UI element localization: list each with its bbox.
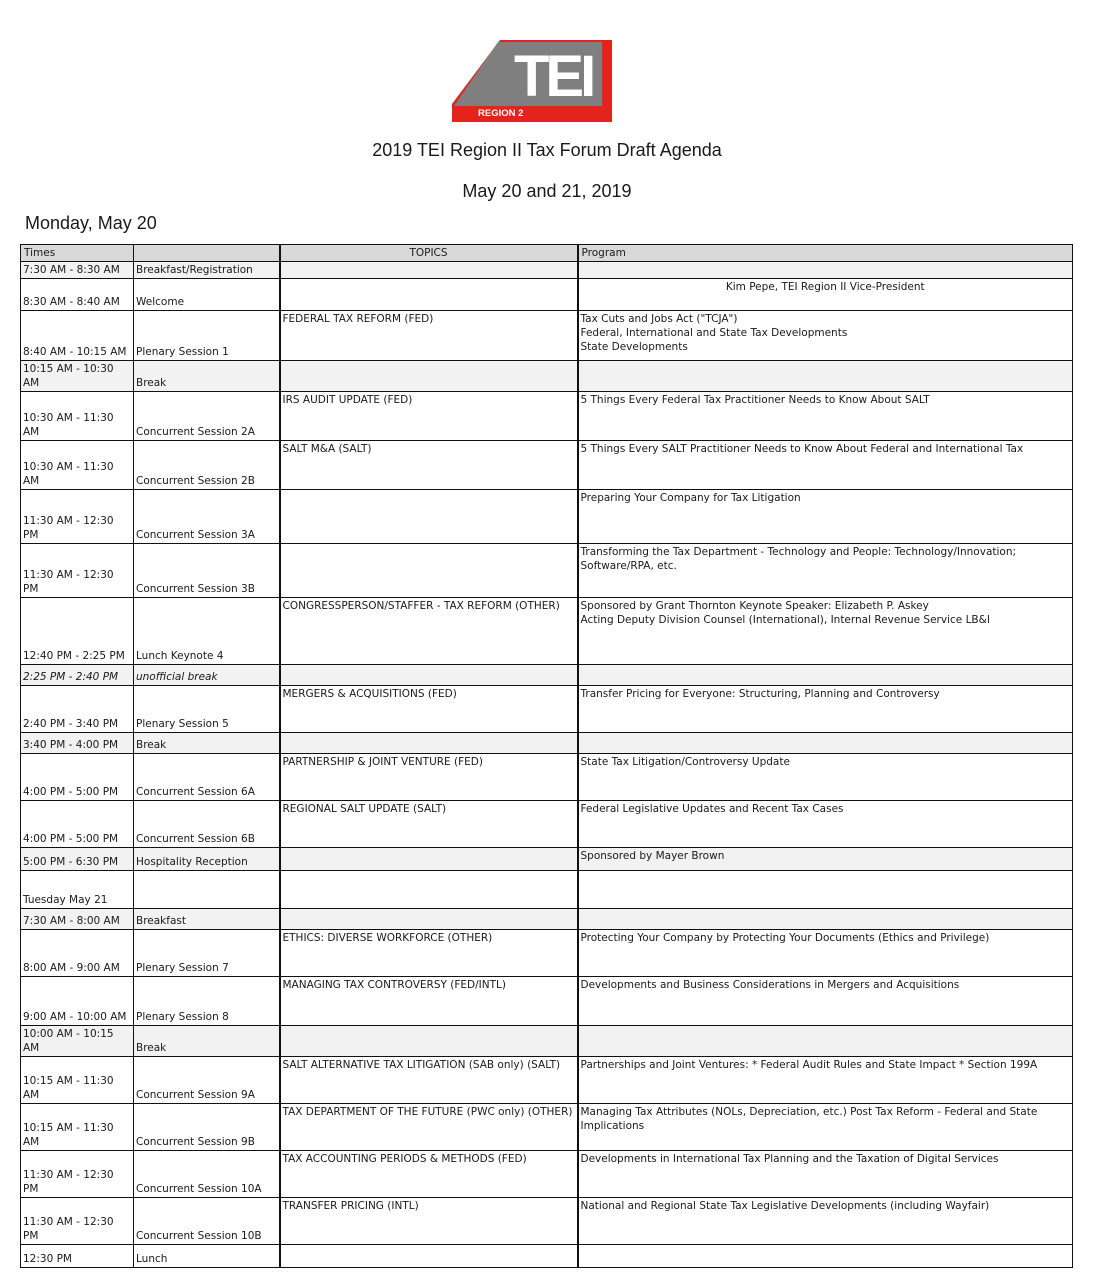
table-row	[21, 1026, 1073, 1057]
table-row	[21, 441, 1073, 490]
page-title: 2019 TEI Region II Tax Forum Draft Agenda	[372, 140, 722, 160]
program-line: Protecting Your Company by Protecting Your Documents (Ethics and Privilege)	[580, 932, 990, 944]
agenda-table	[20, 244, 1073, 1268]
program-cell	[578, 1198, 1073, 1245]
tei-region-2-logo	[452, 40, 612, 122]
program-line: 5 Things Every SALT Practitioner Needs to Know About Federal and International Tax	[580, 443, 1024, 455]
session-cell: Break	[134, 1026, 280, 1057]
topic-cell: MERGERS & ACQUISITIONS (FED)	[280, 686, 578, 733]
table-row	[21, 361, 1073, 392]
session-cell: Welcome	[134, 279, 280, 311]
time-cell: 10:15 AM - 10:30 AM	[21, 361, 134, 392]
table-row	[21, 733, 1073, 754]
program-cell	[578, 361, 1073, 392]
program-line: State Tax Litigation/Controversy Update	[580, 756, 790, 768]
time-cell: 10:30 AM - 11:30 AM	[21, 392, 134, 441]
time-cell: 8:30 AM - 8:40 AM	[21, 279, 134, 311]
program-line: Tax Cuts and Jobs Act ("TCJA")	[580, 313, 738, 325]
topic-cell: TAX DEPARTMENT OF THE FUTURE (PWC only) (OTHER)	[280, 1104, 578, 1151]
table-row	[21, 1151, 1073, 1198]
session-cell: Concurrent Session 3B	[134, 544, 280, 598]
program-cell	[578, 871, 1073, 909]
time-cell: 5:00 PM - 6:30 PM	[21, 848, 134, 871]
topic-cell	[280, 279, 578, 311]
program-cell	[578, 490, 1073, 544]
session-cell: Plenary Session 1	[134, 311, 280, 361]
program-cell	[578, 598, 1073, 665]
program-cell	[578, 1026, 1073, 1057]
time-cell: 9:00 AM - 10:00 AM	[21, 977, 134, 1026]
time-cell: 10:15 AM - 11:30 AM	[21, 1104, 134, 1151]
table-row	[21, 686, 1073, 733]
program-line: National and Regional State Tax Legislative Developments (including Wayfair)	[580, 1200, 990, 1212]
time-cell: 10:30 AM - 11:30 AM	[21, 441, 134, 490]
topic-cell: PARTNERSHIP & JOINT VENTURE (FED)	[280, 754, 578, 801]
table-row	[21, 848, 1073, 871]
program-cell	[578, 977, 1073, 1026]
session-cell: Breakfast/Registration	[134, 262, 280, 279]
table-row	[21, 930, 1073, 977]
session-cell: Concurrent Session 10B	[134, 1198, 280, 1245]
table-row	[21, 909, 1073, 930]
time-cell: 7:30 AM - 8:00 AM	[21, 909, 134, 930]
program-line: Acting Deputy Division Counsel (International), Internal Revenue Service LB&I	[580, 614, 990, 626]
topic-cell: MANAGING TAX CONTROVERSY (FED/INTL)	[280, 977, 578, 1026]
time-cell: 3:40 PM - 4:00 PM	[21, 733, 134, 754]
session-cell: Concurrent Session 3A	[134, 490, 280, 544]
program-line: Federal, International and State Tax Developments	[580, 327, 848, 339]
program-line: Transfer Pricing for Everyone: Structuring, Planning and Controversy	[580, 688, 940, 700]
program-line: Kim Pepe, TEI Region II Vice-President	[725, 281, 925, 293]
session-cell: Break	[134, 361, 280, 392]
column-header-program: Program	[578, 245, 1073, 262]
table-row	[21, 977, 1073, 1026]
svg-text:REGION 2: REGION 2	[478, 108, 524, 119]
program-cell	[578, 441, 1073, 490]
table-row	[21, 871, 1073, 909]
program-cell	[578, 1057, 1073, 1104]
time-cell: 4:00 PM - 5:00 PM	[21, 801, 134, 848]
topic-cell: SALT M&A (SALT)	[280, 441, 578, 490]
event-dates: May 20 and 21, 2019	[462, 181, 632, 201]
program-line: Preparing Your Company for Tax Litigation	[580, 492, 801, 504]
program-line: Federal Legislative Updates and Recent Tax Cases	[580, 803, 844, 815]
program-cell	[578, 1104, 1073, 1151]
program-cell	[578, 930, 1073, 977]
table-row	[21, 598, 1073, 665]
table-row	[21, 1245, 1073, 1268]
session-cell: Breakfast	[134, 909, 280, 930]
topic-cell	[280, 1026, 578, 1057]
session-cell: Plenary Session 5	[134, 686, 280, 733]
session-cell: Concurrent Session 6A	[134, 754, 280, 801]
topic-cell	[280, 665, 578, 686]
time-cell: 11:30 AM - 12:30 PM	[21, 490, 134, 544]
topic-cell: REGIONAL SALT UPDATE (SALT)	[280, 801, 578, 848]
program-cell	[578, 392, 1073, 441]
topic-cell: IRS AUDIT UPDATE (FED)	[280, 392, 578, 441]
program-cell	[578, 665, 1073, 686]
table-row	[21, 665, 1073, 686]
topic-cell	[280, 1245, 578, 1268]
topic-cell	[280, 490, 578, 544]
table-row	[21, 1057, 1073, 1104]
time-cell: 8:00 AM - 9:00 AM	[21, 930, 134, 977]
session-cell: Concurrent Session 9A	[134, 1057, 280, 1104]
column-header-session	[134, 245, 280, 262]
time-cell: 10:15 AM - 11:30 AM	[21, 1057, 134, 1104]
table-row	[21, 311, 1073, 361]
time-cell: 8:40 AM - 10:15 AM	[21, 311, 134, 361]
topic-cell: FEDERAL TAX REFORM (FED)	[280, 311, 578, 361]
program-line: Developments in International Tax Planning and the Taxation of Digital Services	[580, 1153, 999, 1165]
time-cell: Tuesday May 21	[21, 871, 134, 909]
program-line: Managing Tax Attributes (NOLs, Depreciation, etc.) Post Tax Reform - Federal and State Implications	[580, 1106, 1038, 1132]
table-header-row	[21, 245, 1073, 262]
program-cell	[578, 754, 1073, 801]
table-row	[21, 1104, 1073, 1151]
session-cell: unofficial break	[134, 665, 280, 686]
topic-cell: CONGRESSPERSON/STAFFER - TAX REFORM (OTHER)	[280, 598, 578, 665]
program-cell	[578, 686, 1073, 733]
table-row	[21, 801, 1073, 848]
table-row	[21, 544, 1073, 598]
session-cell: Concurrent Session 2A	[134, 392, 280, 441]
topic-cell	[280, 544, 578, 598]
program-line: Sponsored by Mayer Brown	[580, 850, 725, 862]
time-cell: 2:25 PM - 2:40 PM	[21, 665, 134, 686]
topic-cell	[280, 733, 578, 754]
session-cell: Lunch	[134, 1245, 280, 1268]
program-cell	[578, 311, 1073, 361]
time-cell: 12:30 PM	[21, 1245, 134, 1268]
session-cell: Concurrent Session 10A	[134, 1151, 280, 1198]
time-cell: 12:40 PM - 2:25 PM	[21, 598, 134, 665]
program-cell	[578, 801, 1073, 848]
program-cell	[578, 544, 1073, 598]
time-cell: 11:30 AM - 12:30 PM	[21, 1151, 134, 1198]
column-header-topics: TOPICS	[280, 245, 578, 262]
session-cell: Hospitality Reception	[134, 848, 280, 871]
program-cell	[578, 909, 1073, 930]
program-cell	[578, 733, 1073, 754]
session-cell: Plenary Session 7	[134, 930, 280, 977]
program-cell	[578, 848, 1073, 871]
program-cell	[578, 1245, 1073, 1268]
program-line: Partnerships and Joint Ventures: * Federal Audit Rules and State Impact * Section 199A	[580, 1059, 1038, 1071]
program-cell	[578, 1151, 1073, 1198]
program-line: Sponsored by Grant Thornton Keynote Speaker: Elizabeth P. Askey	[580, 600, 929, 612]
topic-cell: ETHICS: DIVERSE WORKFORCE (OTHER)	[280, 930, 578, 977]
time-cell: 11:30 AM - 12:30 PM	[21, 544, 134, 598]
session-cell: Concurrent Session 9B	[134, 1104, 280, 1151]
program-line: Developments and Business Considerations in Mergers and Acquisitions	[580, 979, 960, 991]
topic-cell: TAX ACCOUNTING PERIODS & METHODS (FED)	[280, 1151, 578, 1198]
session-cell: Lunch Keynote 4	[134, 598, 280, 665]
table-row	[21, 754, 1073, 801]
table-row	[21, 279, 1073, 311]
topic-cell	[280, 262, 578, 279]
day-heading: Monday, May 20	[25, 213, 157, 233]
topic-cell	[280, 361, 578, 392]
table-row	[21, 490, 1073, 544]
time-cell: 2:40 PM - 3:40 PM	[21, 686, 134, 733]
time-cell: 7:30 AM - 8:30 AM	[21, 262, 134, 279]
time-cell: 10:00 AM - 10:15 AM	[21, 1026, 134, 1057]
column-header-times: Times	[21, 245, 134, 262]
table-row	[21, 262, 1073, 279]
program-line: 5 Things Every Federal Tax Practitioner Needs to Know About SALT	[580, 394, 930, 406]
program-cell	[578, 262, 1073, 279]
svg-text:TEI: TEI	[514, 44, 593, 109]
session-cell: Break	[134, 733, 280, 754]
topic-cell	[280, 909, 578, 930]
session-cell: Concurrent Session 2B	[134, 441, 280, 490]
session-cell: Plenary Session 8	[134, 977, 280, 1026]
program-line: Transforming the Tax Department - Technology and People: Technology/Innovation; Software/RPA, etc.	[580, 546, 1017, 572]
time-cell: 4:00 PM - 5:00 PM	[21, 754, 134, 801]
session-cell	[134, 871, 280, 909]
program-cell	[578, 279, 1073, 311]
program-line: State Developments	[580, 341, 688, 353]
topic-cell	[280, 871, 578, 909]
table-row	[21, 1198, 1073, 1245]
topic-cell	[280, 848, 578, 871]
topic-cell: SALT ALTERNATIVE TAX LITIGATION (SAB only) (SALT)	[280, 1057, 578, 1104]
time-cell: 11:30 AM - 12:30 PM	[21, 1198, 134, 1245]
topic-cell: TRANSFER PRICING (INTL)	[280, 1198, 578, 1245]
session-cell: Concurrent Session 6B	[134, 801, 280, 848]
table-row	[21, 392, 1073, 441]
